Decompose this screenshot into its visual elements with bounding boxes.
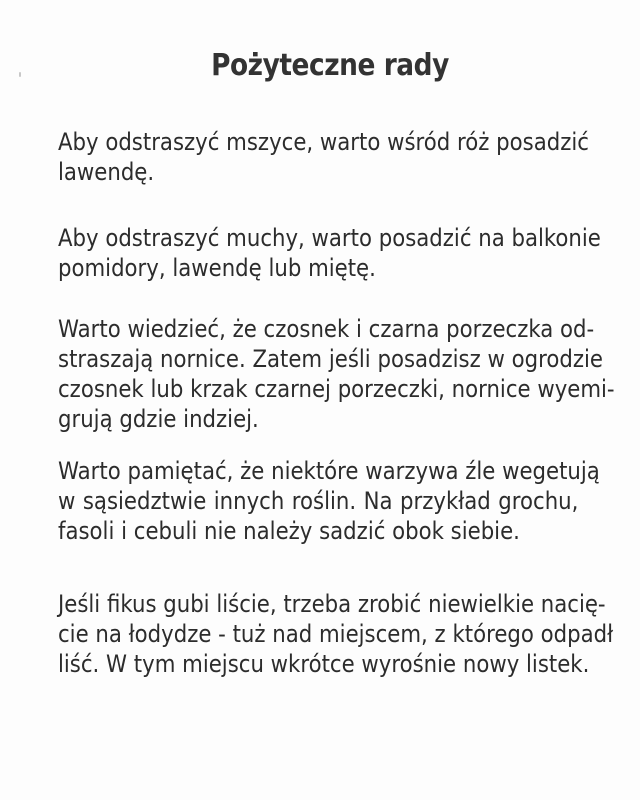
page-title: Pożyteczne rady — [211, 48, 449, 83]
paragraph-line: straszają nornice. Zatem jeśli posadzisz w ogrodzie — [58, 345, 603, 373]
paragraph-line: pomidory, lawendę lub miętę. — [58, 254, 376, 282]
paragraph-line: Jeśli fikus gubi liście, trzeba zrobić niewielkie nacię- — [58, 590, 606, 618]
paragraph-line: czosnek lub krzak czarnej porzeczki, nornice wyemi- — [58, 375, 615, 403]
paragraph-ficus — [58, 589, 614, 679]
paragraph-line: fasoli i cebuli nie należy sadzić obok siebie. — [58, 517, 520, 545]
paragraph-line: liść. W tym miejscu wkrótce wyrośnie nowy listek. — [58, 650, 590, 678]
paragraph-line: Warto pamiętać, że niektóre warzywa źle wegetują — [58, 457, 600, 485]
paragraph-line: w sąsiedztwie innych roślin. Na przykład grochu, — [58, 487, 579, 515]
paragraph-aphids — [58, 127, 589, 187]
paragraph-line: Aby odstraszyć muchy, warto posadzić na balkonie — [58, 224, 601, 252]
paragraph-line: Aby odstraszyć mszyce, warto wśród róż posadzić — [58, 128, 589, 156]
paragraph-voles — [58, 314, 615, 434]
paragraph-vegetables — [58, 456, 600, 546]
paragraph-line: cie na łodydze - tuż nad miejscem, z którego odpadł — [58, 620, 614, 648]
paragraph-line: lawendę. — [58, 158, 155, 186]
paragraph-flies — [58, 223, 601, 283]
scan-speck — [19, 72, 21, 77]
paragraph-line: grują gdzie indziej. — [58, 405, 259, 433]
paragraph-line: Warto wiedzieć, że czosnek i czarna porzeczka od- — [58, 315, 595, 343]
